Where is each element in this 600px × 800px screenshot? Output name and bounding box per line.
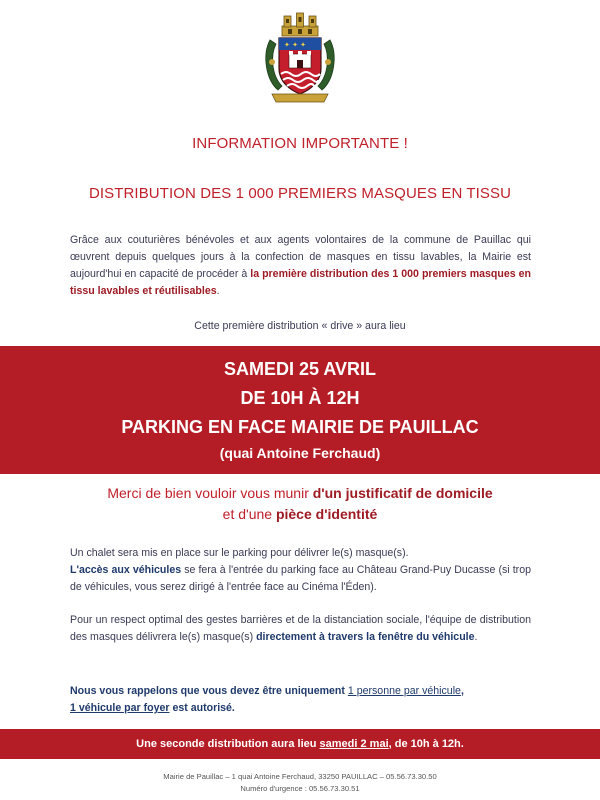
access-text: se fera à l'entrée du parking face au Château Grand-Puy Ducasse (si trop de véhicules, vous serez dirigé à l'entrée face au Cinéma l'Éden). xyxy=(70,564,531,593)
pauillac-crest-icon xyxy=(262,10,338,106)
second-end: , de 10h à 12h. xyxy=(388,738,464,750)
rule-one-person: 1 personne par véhicule xyxy=(347,685,461,697)
rule-one-vehicle: 1 véhicule par foyer xyxy=(70,702,170,714)
second-date: samedi 2 mai xyxy=(319,738,389,750)
footer xyxy=(0,771,600,795)
intro-text: Grâce aux couturières bénévoles et aux agents volontaires de la commune de Pauillac qui œuvrent depuis quelques jours à la confection de masques en tissu lavables, la Mairie est aujourd'hui en capacité de procéder à xyxy=(70,234,531,280)
svg-text:✦ ✦ ✦: ✦ ✦ ✦ xyxy=(284,41,307,49)
intro-end: . xyxy=(216,285,220,297)
rule-end: est autorisé. xyxy=(169,702,235,714)
req-proof-of-address: d'un justificatif de domicile xyxy=(312,485,493,501)
footer-address: Mairie de Pauillac – 1 quai Antoine Ferchaud, 33250 PAUILLAC – 05.56.73.30.50 xyxy=(163,772,437,781)
footer-emergency: Numéro d'urgence : 05.56.73.30.51 xyxy=(240,784,360,793)
second-distribution-banner xyxy=(0,729,600,759)
access-paragraph xyxy=(70,545,531,596)
event-time: DE 10H À 12H xyxy=(240,388,360,408)
gestures-highlight: directement à travers la fenêtre du véhicule xyxy=(256,631,475,643)
gestures-paragraph xyxy=(70,612,531,646)
event-place: PARKING EN FACE MAIRIE DE PAUILLAC xyxy=(121,417,479,437)
gestures-text: Pour un respect optimal des gestes barrières et de la distanciation sociale, l'équipe de distribution des masques délivrera le(s) masque(s) xyxy=(70,614,531,643)
chalet-text: Un chalet sera mis en place sur le parking pour délivrer le(s) masque(s). xyxy=(70,547,409,559)
req-line1-start: Merci de bien vouloir vous munir xyxy=(107,485,313,501)
requirements-notice xyxy=(0,483,600,525)
event-banner xyxy=(0,346,600,474)
rule-comma: , xyxy=(460,685,464,697)
intro-highlight: la première distribution des 1 000 premiers masques en tissu lavables et réutilisables xyxy=(70,268,531,297)
page-title: INFORMATION IMPORTANTE ! xyxy=(192,135,408,152)
event-address: (quai Antoine Ferchaud) xyxy=(219,445,381,461)
intro-note: Cette première distribution « drive » aura lieu xyxy=(194,320,406,332)
req-id-document: pièce d'identité xyxy=(275,506,378,522)
gestures-end: . xyxy=(474,631,478,643)
rule-paragraph xyxy=(70,683,531,717)
page-subtitle: DISTRIBUTION DES 1 000 PREMIERS MASQUES EN TISSU xyxy=(88,185,512,202)
second-start: Une seconde distribution aura lieu xyxy=(136,738,320,750)
access-label: L'accès aux véhicules xyxy=(70,564,182,576)
intro-paragraph xyxy=(70,232,531,300)
rule-start: Nous vous rappelons que vous devez être uniquement xyxy=(70,685,348,697)
event-date: SAMEDI 25 AVRIL xyxy=(223,359,377,379)
req-line2-start: et d'une xyxy=(222,506,276,522)
